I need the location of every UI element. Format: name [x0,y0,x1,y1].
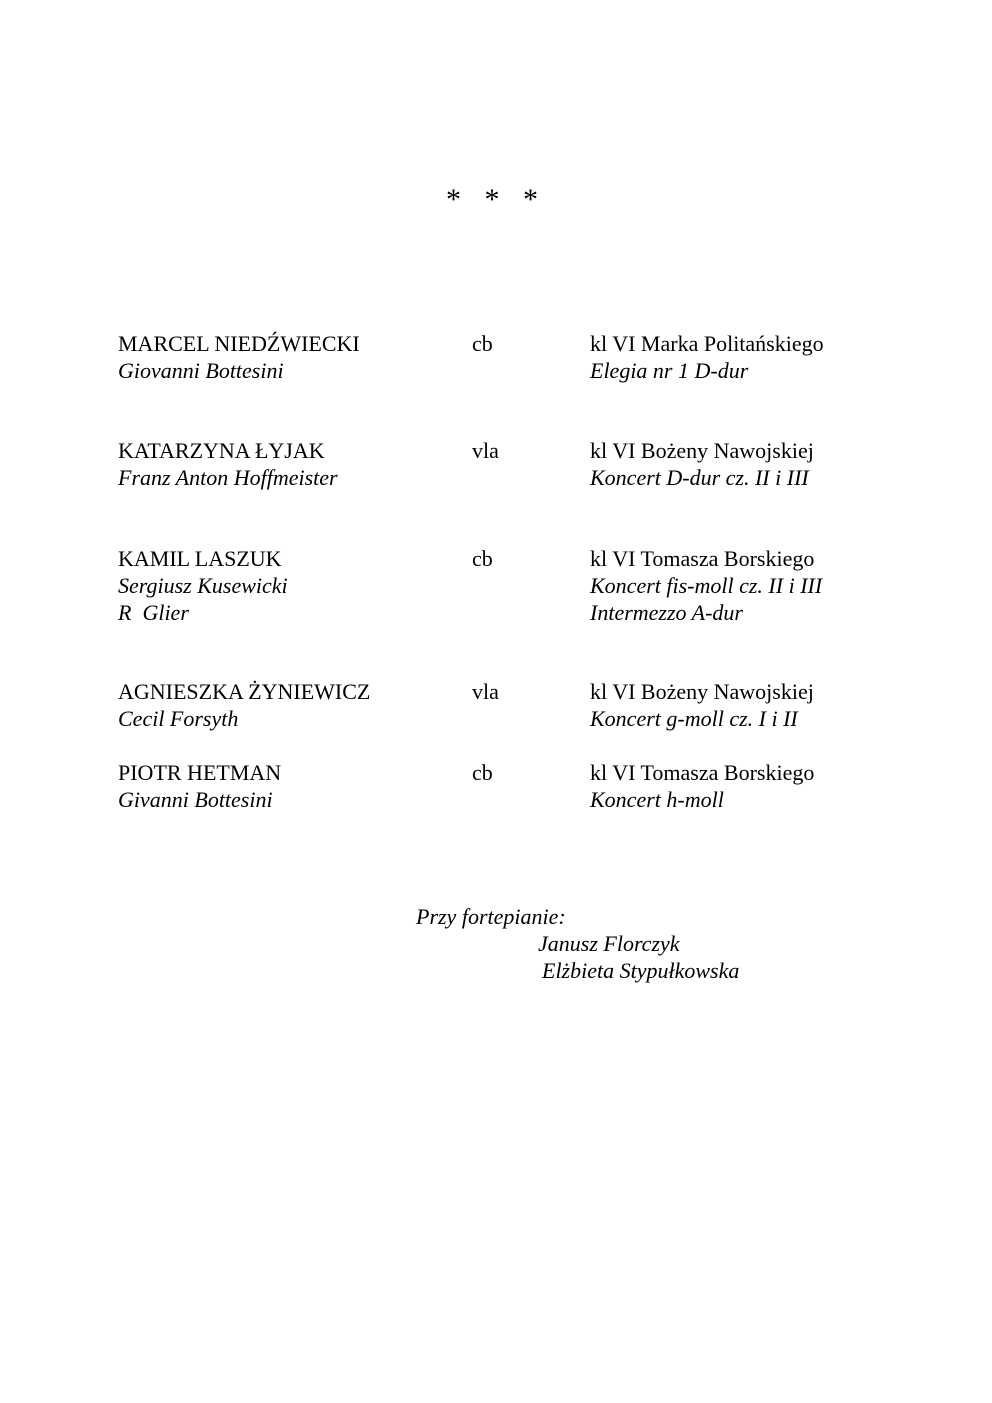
work-title: Koncert h-moll [590,787,724,812]
performer-name: KATARZYNA ŁYJAK [118,438,325,463]
teacher-class: kl VI Bożeny Nawojskiej [590,679,814,704]
performer-name: AGNIESZKA ŻYNIEWICZ [118,679,371,704]
teacher-class: kl VI Bożeny Nawojskiej [590,438,814,463]
work-row [0,786,992,813]
work-row [0,357,992,384]
instrument: vla [472,438,499,463]
work-title: Koncert g-moll cz. I i II [590,706,798,731]
composer: Giovanni Bottesini [118,358,284,383]
performer-row [0,437,992,464]
section-ornament: * * * [446,183,546,216]
pianist-name: Janusz Florczyk [538,931,680,956]
work-title: Elegia nr 1 D-dur [590,358,749,383]
performer-entry [0,678,992,732]
work-row [0,705,992,732]
performer-name: KAMIL LASZUK [118,546,282,571]
performer-entry [0,545,992,626]
pianist-name: Elżbieta Stypułkowska [542,958,740,983]
work-title: Koncert D-dur cz. II i III [590,465,809,490]
performer-row [0,759,992,786]
performer-row [0,330,992,357]
work-row [0,599,992,626]
performer-row [0,678,992,705]
performer-entry [0,330,992,384]
instrument: cb [472,331,493,356]
teacher-class: kl VI Tomasza Borskiego [590,760,815,785]
performer-entry [0,437,992,491]
performer-name: PIOTR HETMAN [118,760,282,785]
teacher-class: kl VI Tomasza Borskiego [590,546,815,571]
composer: Cecil Forsyth [118,706,239,731]
instrument: vla [472,679,499,704]
work-row [0,464,992,491]
performer-name: MARCEL NIEDŹWIECKI [118,331,360,356]
composer: Franz Anton Hoffmeister [118,465,338,490]
composer: R Glier [118,600,189,625]
work-title: Intermezzo A-dur [590,600,743,625]
instrument: cb [472,546,493,571]
accompaniment-label: Przy fortepianie: [416,904,566,929]
work-title: Koncert fis-moll cz. II i III [590,573,823,598]
performer-entry [0,759,992,813]
composer: Sergiusz Kusewicki [118,573,288,598]
composer: Givanni Bottesini [118,787,273,812]
instrument: cb [472,760,493,785]
teacher-class: kl VI Marka Politańskiego [590,331,824,356]
work-row [0,572,992,599]
performer-row [0,545,992,572]
